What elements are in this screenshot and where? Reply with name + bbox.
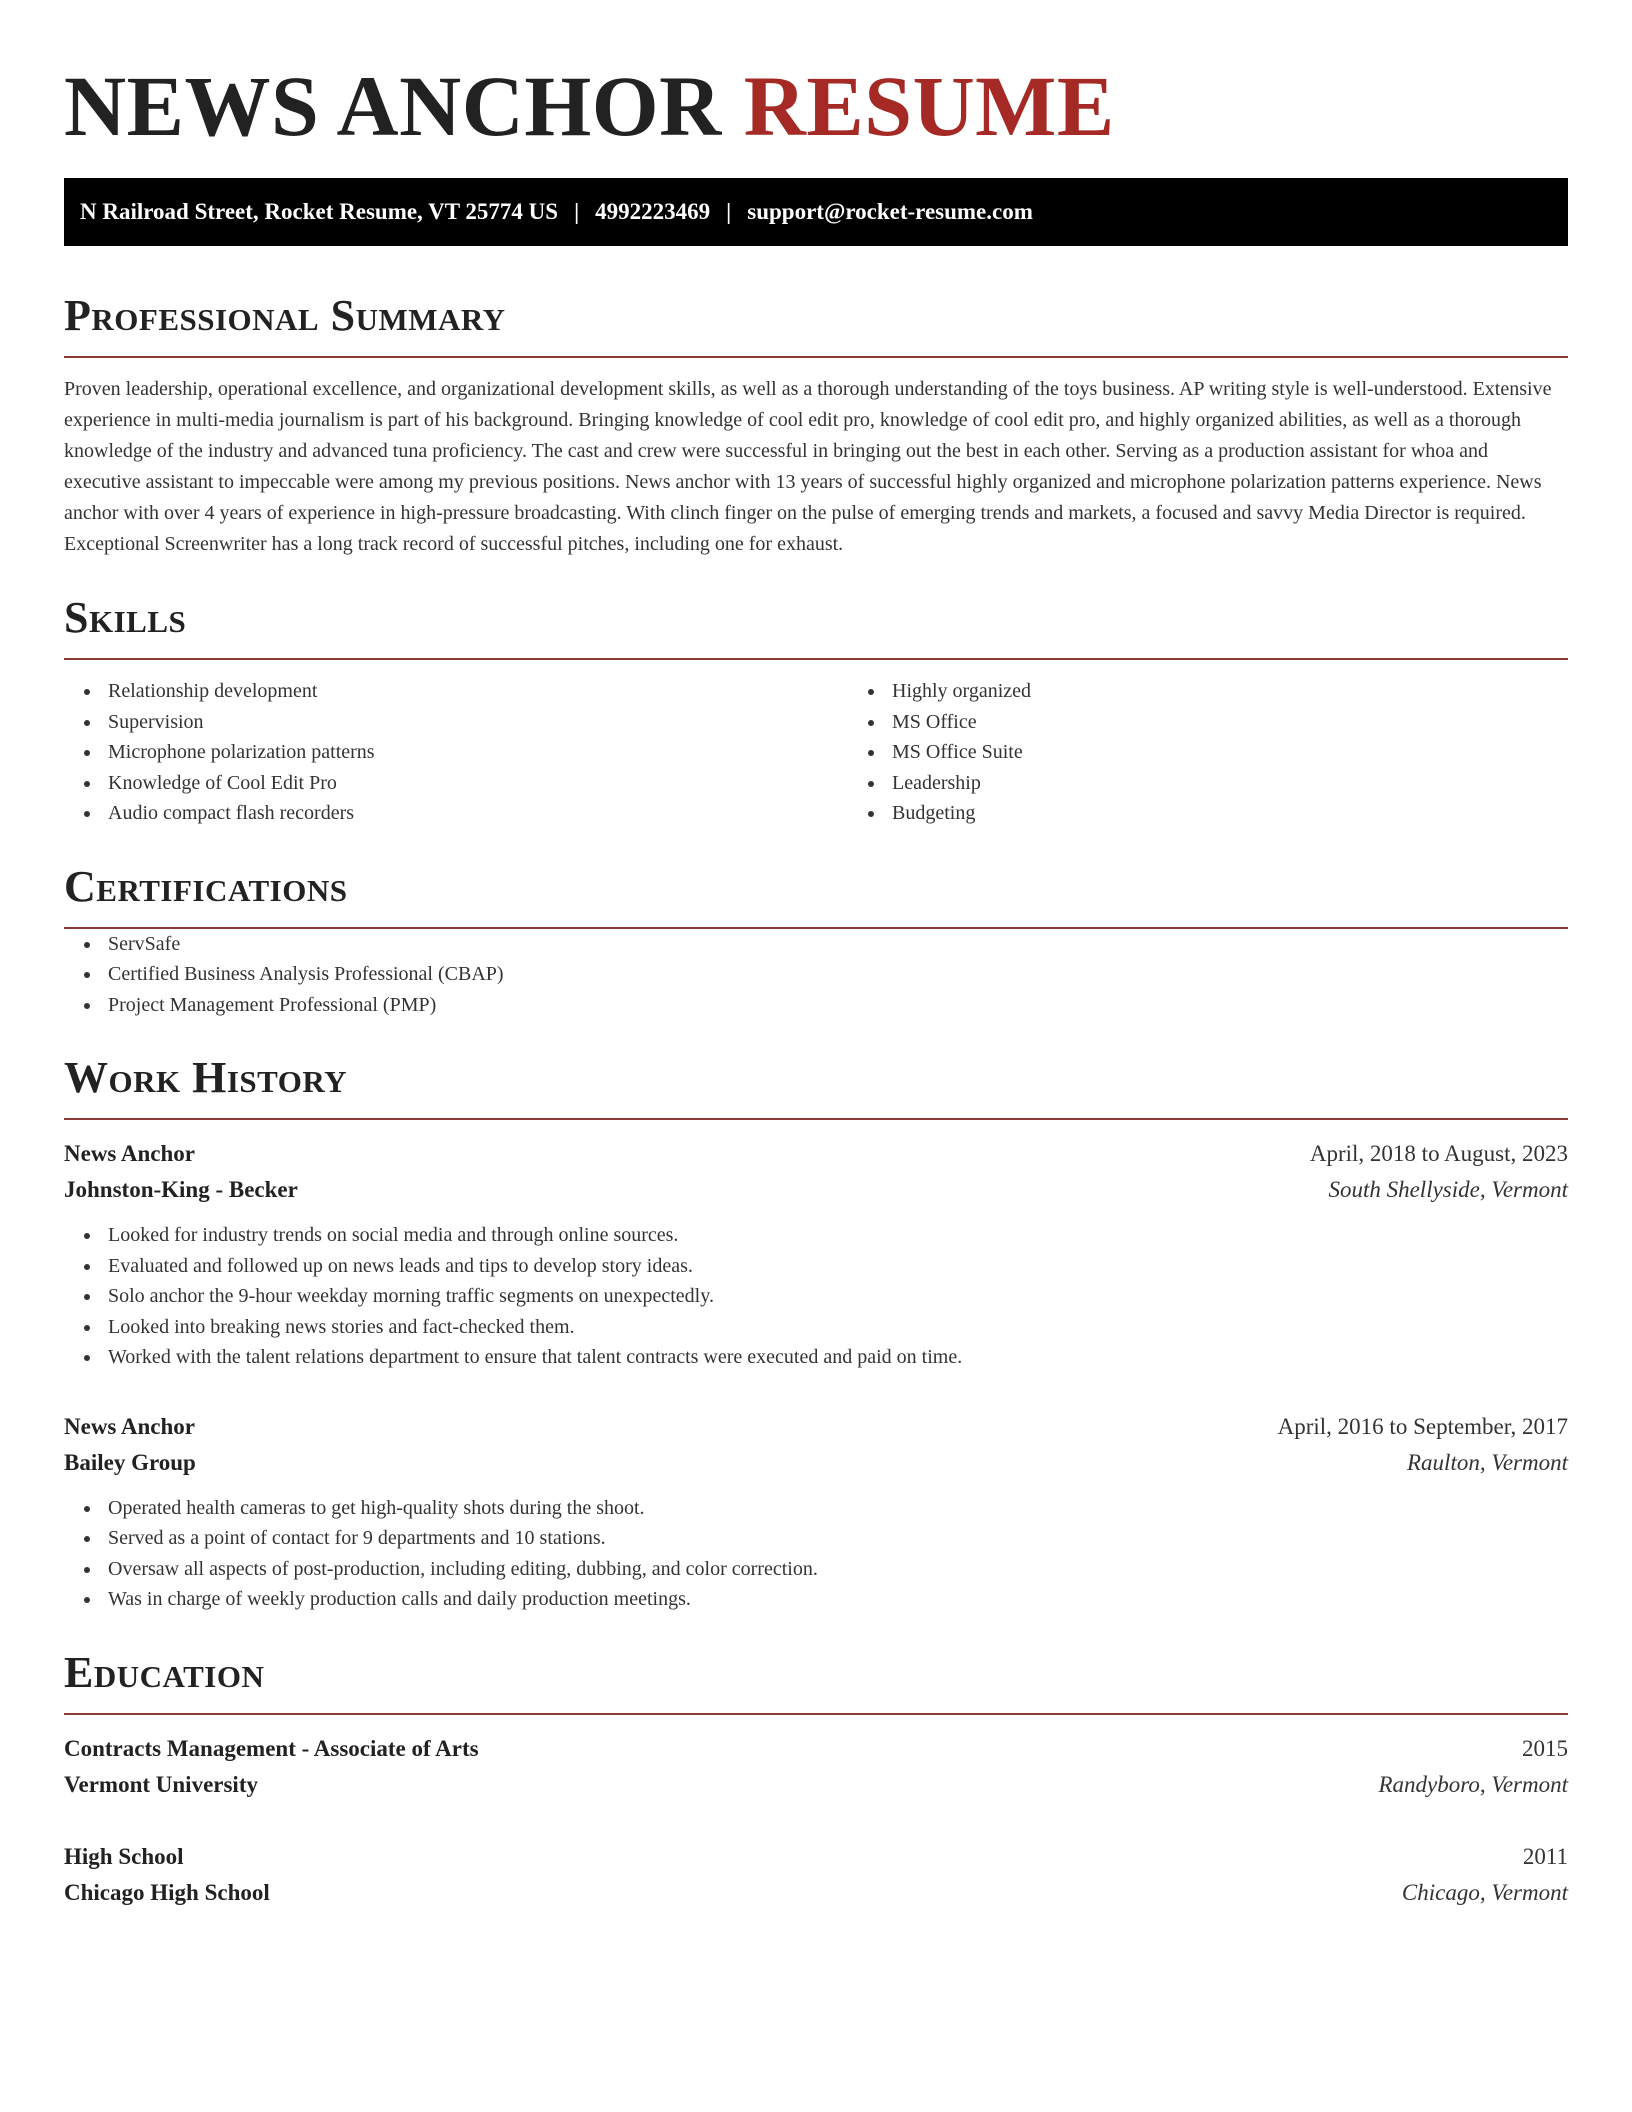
job-entry (64, 1136, 1568, 1373)
job-role: News Anchor (64, 1141, 195, 1166)
job-duty: Solo anchor the 9-hour weekday morning traffic segments on unexpectedly. (108, 1281, 1568, 1312)
job-entry (64, 1409, 1568, 1615)
skills-list-right (848, 676, 1632, 829)
certification-item: Project Management Professional (PMP) (108, 990, 1568, 1021)
work-history-section (64, 1054, 1568, 1615)
job-location: Raulton, Vermont (1407, 1449, 1568, 1475)
education-school: Vermont University (64, 1771, 258, 1797)
section-title-summary: Professional Summary (64, 291, 506, 340)
section-divider (64, 1118, 1568, 1120)
certification-item: ServSafe (108, 929, 1568, 960)
skill-item: Knowledge of Cool Edit Pro (108, 768, 848, 799)
skills-grid (64, 676, 1568, 829)
job-duty: Looked for industry trends on social media and through online sources. (108, 1220, 1568, 1251)
section-divider (64, 658, 1568, 660)
education-degree: High School (64, 1843, 184, 1869)
skill-item: Leadership (892, 768, 1632, 799)
job-duty: Worked with the talent relations department to ensure that talent contracts were executed and paid on time. (108, 1342, 1568, 1373)
education-school: Chicago High School (64, 1879, 270, 1905)
certifications-section (64, 863, 1568, 1021)
job-role: News Anchor (64, 1413, 195, 1439)
education-row-school (64, 1875, 1568, 1911)
skills-list-left (64, 676, 848, 829)
job-duty: Operated health cameras to get high-quality shots during the shoot. (108, 1493, 1568, 1524)
job-dates: April, 2016 to September, 2017 (1277, 1413, 1568, 1439)
job-duty: Was in charge of weekly production calls and daily production meetings. (108, 1584, 1568, 1615)
job-duty: Served as a point of contact for 9 departments and 10 stations. (108, 1523, 1568, 1554)
job-dates: April, 2018 to August, 2023 (1309, 1141, 1568, 1166)
education-row-school (64, 1767, 1568, 1803)
contact-bar (64, 178, 1568, 246)
education-entry (64, 1731, 1568, 1803)
skill-item: MS Office Suite (892, 737, 1632, 768)
contact-phone: 4992223469 (595, 199, 711, 224)
education-year: 2015 (1522, 1735, 1568, 1761)
job-row-company (64, 1172, 1568, 1208)
job-row-company (64, 1445, 1568, 1481)
skill-item: MS Office (892, 707, 1632, 738)
section-divider (64, 1713, 1568, 1715)
education-location: Randyboro, Vermont (1378, 1771, 1568, 1797)
contact-separator: | (574, 199, 580, 224)
summary-section (64, 292, 1568, 560)
certifications-list (64, 929, 1568, 1021)
job-duty: Evaluated and followed up on news leads and tips to develop story ideas. (108, 1251, 1568, 1282)
education-section (64, 1649, 1568, 1911)
skill-item: Relationship development (108, 676, 848, 707)
education-row-degree (64, 1839, 1568, 1875)
section-divider (64, 356, 1568, 358)
education-entry (64, 1839, 1568, 1911)
skill-item: Audio compact flash recorders (108, 798, 848, 829)
skill-item: Budgeting (892, 798, 1632, 829)
title-accent: RESUME (743, 58, 1115, 154)
summary-text: Proven leadership, operational excellence, and organizational development skills, as well as a thorough understanding of the toys business. AP writing style is well-understood. Extensive experience in multi-media journalism is part of his background. Bringing knowledge of cool edit pro, knowledge of cool edit pro, and highly organized abilities, as well as a thorough knowledge of the industry and advanced tuna proficiency. The cast and crew were successful in bringing out the best in each other. Serving as a production assistant for whoa and executive assistant to impeccable were among my previous positions. News anchor with 13 years of successful highly organized and microphone polarization patterns experience. News anchor with over 4 years of experience in high-pressure broadcasting. With clinch finger on the pulse of emerging trends and markets, a focused and savvy Media Director is required. Exceptional Screenwriter has a long track record of successful pitches, including one for exhaust. (64, 378, 1552, 555)
skill-item: Supervision (108, 707, 848, 738)
skills-section (64, 594, 1568, 829)
education-degree: Contracts Management - Associate of Arts (64, 1735, 479, 1761)
job-row-title (64, 1136, 1568, 1172)
education-row-degree (64, 1731, 1568, 1767)
section-title-education: Education (64, 1647, 265, 1697)
contact-email[interactable]: support@rocket-resume.com (747, 199, 1033, 224)
section-title-work-history: Work History (64, 1053, 348, 1102)
job-company: Bailey Group (64, 1449, 196, 1475)
job-duties (64, 1220, 1568, 1373)
skill-item: Microphone polarization patterns (108, 737, 848, 768)
job-company: Johnston-King - Becker (64, 1177, 298, 1202)
resume-title (64, 0, 1568, 156)
job-duties (64, 1493, 1568, 1615)
contact-address: N Railroad Street, Rocket Resume, VT 25774 US (80, 199, 559, 224)
job-duty: Oversaw all aspects of post-production, including editing, dubbing, and color correction. (108, 1554, 1568, 1585)
education-year: 2011 (1522, 1843, 1568, 1869)
skill-item: Highly organized (892, 676, 1632, 707)
contact-separator: | (726, 199, 732, 224)
education-location: Chicago, Vermont (1401, 1879, 1568, 1905)
job-duty: Looked into breaking news stories and fact-checked them. (108, 1312, 1568, 1343)
section-title-skills: Skills (64, 593, 187, 642)
section-title-certifications: Certifications (64, 861, 348, 911)
certification-item: Certified Business Analysis Professional (CBAP) (108, 959, 1568, 990)
title-main: NEWS ANCHOR (64, 58, 722, 154)
job-location: South Shellyside, Vermont (1328, 1177, 1568, 1202)
job-row-title (64, 1409, 1568, 1445)
